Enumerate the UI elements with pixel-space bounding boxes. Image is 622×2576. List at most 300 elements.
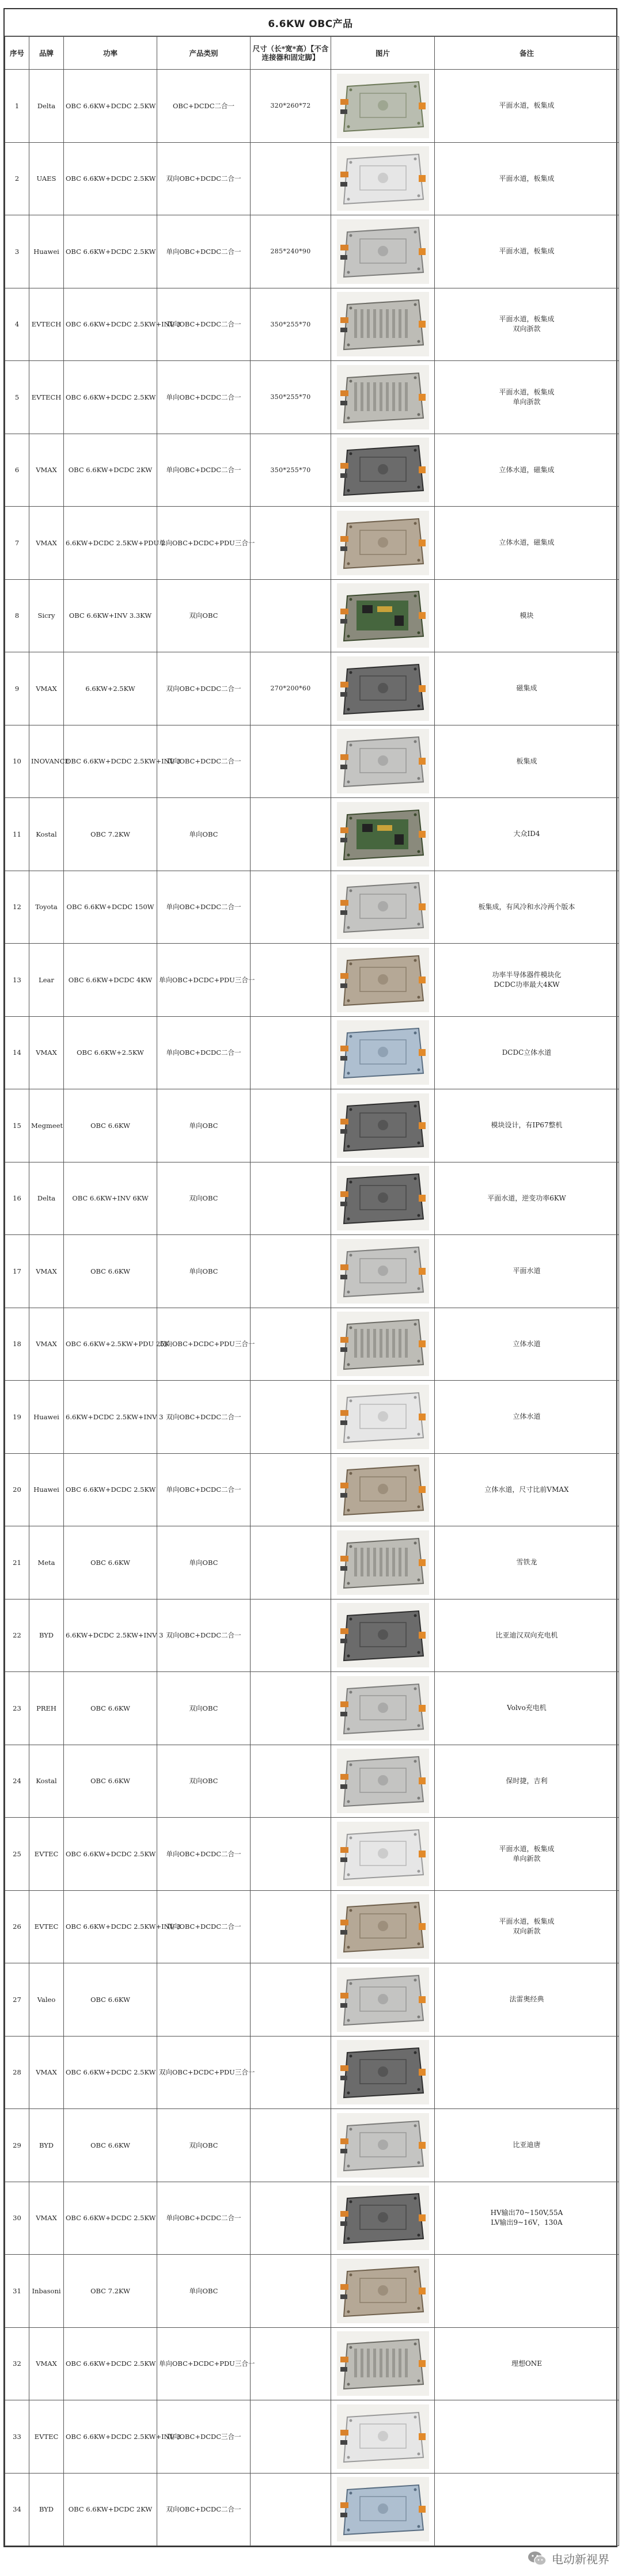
note-line: 立体水道: [513, 1412, 541, 1421]
cell-brand: Kostal: [29, 798, 64, 871]
cell-power: OBC 6.6KW: [64, 2109, 157, 2182]
cell-image: [331, 2473, 435, 2546]
header-brand: 品牌: [29, 37, 64, 70]
header-index: 序号: [5, 37, 29, 70]
cell-image: [331, 507, 435, 580]
cell-type: 单向OBC+DCDC二合一: [157, 215, 251, 288]
cell-note: [435, 2255, 619, 2328]
cell-brand: Sicry: [29, 579, 64, 652]
cell-power: OBC 6.6KW+DCDC 2.5KW+INV 3: [64, 1890, 157, 1963]
cell-index: 5: [5, 361, 29, 434]
cell-note: [435, 1818, 619, 1891]
note-line: 立体水道: [513, 1339, 541, 1348]
watermark-text: 电动新视界: [552, 2552, 609, 2566]
cell-index: 27: [5, 1963, 29, 2037]
cell-size: 285*240*90: [251, 215, 331, 288]
cell-brand: BYD: [29, 1599, 64, 1672]
cell-size: [251, 2400, 331, 2474]
cell-power: OBC 6.6KW+INV 3.3KW: [64, 579, 157, 652]
cell-size: [251, 2327, 331, 2400]
cell-note: [435, 507, 619, 580]
cell-image: [331, 288, 435, 361]
obc-product-table: [3, 8, 617, 2547]
cell-type: 双向OBC+DCDC二合一: [157, 652, 251, 725]
cell-size: [251, 2473, 331, 2546]
cell-power: OBC 6.6KW: [64, 1963, 157, 2037]
cell-power: OBC 6.6KW: [64, 1235, 157, 1308]
table-row: [5, 2036, 619, 2109]
cell-note: [435, 579, 619, 652]
product-photo: [337, 656, 429, 721]
cell-index: 24: [5, 1745, 29, 1818]
cell-image: [331, 944, 435, 1017]
cell-power: OBC 6.6KW+DCDC 2KW: [64, 434, 157, 507]
cell-index: 25: [5, 1818, 29, 1891]
product-photo: [337, 1530, 429, 1595]
table-row: [5, 1890, 619, 1963]
product-photo: [337, 2404, 429, 2469]
cell-type: 双向OBC+DCDC+PDU三合一: [157, 1308, 251, 1381]
product-photo: [337, 219, 429, 284]
table-row: [5, 1016, 619, 1089]
cell-image: [331, 1235, 435, 1308]
cell-type: OBC+DCDC二合一: [157, 70, 251, 143]
cell-size: [251, 507, 331, 580]
cell-power: OBC 6.6KW+DCDC 2.5KW: [64, 215, 157, 288]
cell-type: 单向OBC+DCDC二合一: [157, 871, 251, 944]
cell-power: OBC 6.6KW+DCDC 2.5KW: [64, 2327, 157, 2400]
cell-size: [251, 944, 331, 1017]
cell-index: 12: [5, 871, 29, 944]
table-row: [5, 579, 619, 652]
cell-index: 21: [5, 1526, 29, 1599]
cell-image: [331, 2109, 435, 2182]
cell-note: [435, 871, 619, 944]
product-photo: [337, 2331, 429, 2396]
cell-size: [251, 1526, 331, 1599]
cell-image: [331, 2036, 435, 2109]
cell-type: 单向OBC+DCDC二合一: [157, 361, 251, 434]
cell-image: [331, 798, 435, 871]
cell-type: 双向OBC+DCDC二合一: [157, 1599, 251, 1672]
cell-type: 单向OBC+DCDC二合一: [157, 2182, 251, 2255]
table-row: [5, 1672, 619, 1745]
note-line: 平面水道，板集成: [499, 101, 555, 110]
cell-power: OBC 6.6KW+INV 6KW: [64, 1162, 157, 1235]
cell-index: 23: [5, 1672, 29, 1745]
note-line: 平面水道，板集成: [499, 315, 555, 324]
note-line: 单向新款: [513, 1854, 541, 1863]
cell-note: [435, 798, 619, 871]
cell-note: [435, 2036, 619, 2109]
note-line: HV输出70~150V,55A: [490, 2209, 563, 2217]
cell-brand: Huawei: [29, 1453, 64, 1526]
note-line: 雪铁龙: [516, 1558, 537, 1567]
table-row: [5, 2109, 619, 2182]
cell-brand: VMAX: [29, 2036, 64, 2109]
product-photo: [337, 1676, 429, 1741]
cell-note: [435, 725, 619, 798]
product-photo: [337, 1603, 429, 1667]
cell-power: OBC 6.6KW+2.5KW+PDU 25K: [64, 1308, 157, 1381]
table-row: [5, 871, 619, 944]
cell-type: 单向OBC+DCDC二合一: [157, 1453, 251, 1526]
cell-type: 单向OBC+DCDC+PDU三合一: [157, 944, 251, 1017]
cell-image: [331, 142, 435, 215]
note-line: 板集成: [516, 757, 537, 765]
note-line: LV输出9~16V，130A: [491, 2218, 563, 2227]
table-row: [5, 1381, 619, 1454]
cell-power: OBC 6.6KW: [64, 1745, 157, 1818]
table-row: [5, 288, 619, 361]
cell-image: [331, 579, 435, 652]
cell-note: [435, 215, 619, 288]
cell-power: OBC 7.2KW: [64, 798, 157, 871]
table-row: [5, 1235, 619, 1308]
table-row: [5, 944, 619, 1017]
cell-note: [435, 2400, 619, 2474]
watermark: [528, 2550, 609, 2567]
cell-brand: Lear: [29, 944, 64, 1017]
cell-image: [331, 1308, 435, 1381]
cell-size: 350*255*70: [251, 361, 331, 434]
cell-note: [435, 1963, 619, 2037]
cell-image: [331, 215, 435, 288]
cell-brand: Delta: [29, 1162, 64, 1235]
table-row: [5, 361, 619, 434]
table-row: [5, 1599, 619, 1672]
cell-index: 18: [5, 1308, 29, 1381]
cell-brand: VMAX: [29, 434, 64, 507]
cell-power: OBC 6.6KW+2.5KW: [64, 1016, 157, 1089]
note-line: 平面水道，逆变功率6KW: [487, 1194, 566, 1202]
note-line: DCDC立体水道: [502, 1048, 552, 1057]
header-type: 产品类别: [157, 37, 251, 70]
cell-index: 1: [5, 70, 29, 143]
cell-brand: VMAX: [29, 2182, 64, 2255]
note-line: Volvo充电机: [507, 1704, 547, 1712]
product-photo: [337, 729, 429, 793]
product-grid: [5, 36, 619, 2546]
cell-size: [251, 2182, 331, 2255]
cell-image: [331, 1890, 435, 1963]
cell-brand: Meta: [29, 1526, 64, 1599]
cell-image: [331, 1599, 435, 1672]
cell-index: 22: [5, 1599, 29, 1672]
cell-brand: Megmeet: [29, 1089, 64, 1162]
cell-note: [435, 2327, 619, 2400]
note-line: 模块: [519, 611, 534, 620]
cell-power: OBC 6.6KW+DCDC 2KW: [64, 2473, 157, 2546]
cell-size: 350*255*70: [251, 434, 331, 507]
header-note: 备注: [435, 37, 619, 70]
cell-size: [251, 1599, 331, 1672]
table-row: [5, 1818, 619, 1891]
note-line: 板集成，有风冷和水冷两个版本: [478, 902, 575, 911]
cell-brand: BYD: [29, 2109, 64, 2182]
cell-size: [251, 725, 331, 798]
cell-index: 14: [5, 1016, 29, 1089]
cell-index: 13: [5, 944, 29, 1017]
note-line: 立体水道，尺寸比前VMAX: [484, 1485, 569, 1494]
product-photo: [337, 365, 429, 430]
cell-size: 320*260*72: [251, 70, 331, 143]
cell-index: 10: [5, 725, 29, 798]
cell-brand: VMAX: [29, 652, 64, 725]
table-row: [5, 652, 619, 725]
cell-type: 双向OBC+DCDC二合一: [157, 142, 251, 215]
product-photo: [337, 1166, 429, 1230]
cell-brand: Delta: [29, 70, 64, 143]
cell-brand: VMAX: [29, 1308, 64, 1381]
cell-type: 单向OBC: [157, 1089, 251, 1162]
note-line: 双向浙款: [513, 325, 541, 333]
cell-index: 2: [5, 142, 29, 215]
product-photo: [337, 511, 429, 575]
cell-note: [435, 1016, 619, 1089]
cell-index: 34: [5, 2473, 29, 2546]
product-photo: [337, 1020, 429, 1085]
cell-brand: VMAX: [29, 1235, 64, 1308]
product-photo: [337, 875, 429, 939]
cell-power: OBC 6.6KW: [64, 1089, 157, 1162]
cell-image: [331, 725, 435, 798]
product-photo: [337, 802, 429, 867]
cell-image: [331, 1745, 435, 1818]
table-row: [5, 2255, 619, 2328]
cell-size: [251, 2255, 331, 2328]
cell-index: 19: [5, 1381, 29, 1454]
cell-brand: EVTEC: [29, 1818, 64, 1891]
product-photo: [337, 1457, 429, 1522]
cell-brand: PREH: [29, 1672, 64, 1745]
note-line: 立体水道，磁集成: [499, 465, 555, 474]
cell-brand: VMAX: [29, 2327, 64, 2400]
cell-power: OBC 6.6KW: [64, 1526, 157, 1599]
header-power: 功率: [64, 37, 157, 70]
cell-type: 双向OBC+DCDC二合一: [157, 725, 251, 798]
cell-note: [435, 1745, 619, 1818]
cell-index: 28: [5, 2036, 29, 2109]
cell-brand: UAES: [29, 142, 64, 215]
cell-image: [331, 2182, 435, 2255]
cell-size: [251, 1453, 331, 1526]
cell-type: 双向OBC+DCDC三合一: [157, 2400, 251, 2474]
cell-size: [251, 2109, 331, 2182]
note-line: 双向新款: [513, 1927, 541, 1936]
cell-size: [251, 798, 331, 871]
cell-image: [331, 652, 435, 725]
cell-power: OBC 6.6KW+DCDC 2.5KW+INV 3: [64, 725, 157, 798]
cell-power: OBC 6.6KW+DCDC 2.5KW: [64, 1818, 157, 1891]
product-photo: [337, 146, 429, 211]
cell-note: [435, 1526, 619, 1599]
note-line: 大众ID4: [513, 830, 540, 838]
note-line: 保时捷，吉利: [506, 1776, 548, 1785]
cell-note: [435, 1599, 619, 1672]
cell-note: [435, 1162, 619, 1235]
cell-note: [435, 1308, 619, 1381]
cell-image: [331, 434, 435, 507]
cell-image: [331, 361, 435, 434]
cell-size: [251, 1235, 331, 1308]
table-row: [5, 2327, 619, 2400]
note-line: 比亚迪汉双向充电机: [495, 1631, 558, 1639]
note-line: 比亚迪唐: [513, 2141, 541, 2149]
cell-size: [251, 1890, 331, 1963]
note-line: 磁集成: [516, 684, 537, 693]
note-line: 平面水道，板集成: [499, 387, 555, 396]
table-row: [5, 1089, 619, 1162]
cell-image: [331, 1818, 435, 1891]
cell-type: 双向OBC+DCDC二合一: [157, 288, 251, 361]
cell-power: 6.6KW+DCDC 2.5KW+INV 3: [64, 1599, 157, 1672]
cell-index: 6: [5, 434, 29, 507]
product-photo: [337, 74, 429, 138]
cell-note: [435, 2473, 619, 2546]
cell-image: [331, 1089, 435, 1162]
product-photo: [337, 1312, 429, 1376]
cell-type: 单向OBC: [157, 1235, 251, 1308]
cell-index: 33: [5, 2400, 29, 2474]
cell-brand: VMAX: [29, 507, 64, 580]
table-row: [5, 507, 619, 580]
cell-type: 双向OBC: [157, 579, 251, 652]
note-line: 单向浙款: [513, 397, 541, 406]
cell-note: [435, 2109, 619, 2182]
cell-power: OBC 6.6KW+DCDC 2.5KW: [64, 2182, 157, 2255]
cell-index: 16: [5, 1162, 29, 1235]
cell-index: 11: [5, 798, 29, 871]
product-photo: [337, 1894, 429, 1959]
note-line: 理想ONE: [511, 2359, 543, 2368]
table-row: [5, 798, 619, 871]
note-line: 法雷奥经典: [509, 1995, 544, 2004]
cell-type: 双向OBC: [157, 1745, 251, 1818]
cell-size: [251, 1089, 331, 1162]
cell-power: OBC 6.6KW+DCDC 2.5KW: [64, 2036, 157, 2109]
note-line: 功率半导体器件模块化: [492, 970, 562, 979]
cell-type: 双向OBC: [157, 1162, 251, 1235]
cell-type: 双向OBC+DCDC二合一: [157, 1381, 251, 1454]
cell-type: 双向OBC+DCDC二合一: [157, 1890, 251, 1963]
cell-type: 单向OBC: [157, 798, 251, 871]
cell-note: [435, 1672, 619, 1745]
cell-brand: INOVANCE: [29, 725, 64, 798]
note-line: 平面水道，板集成: [499, 247, 555, 256]
cell-image: [331, 871, 435, 944]
cell-power: 6.6KW+DCDC 2.5KW+PDU 2: [64, 507, 157, 580]
header-image: 图片: [331, 37, 435, 70]
cell-image: [331, 1162, 435, 1235]
table-row: [5, 1526, 619, 1599]
cell-index: 7: [5, 507, 29, 580]
cell-size: [251, 1162, 331, 1235]
product-photo: [337, 1239, 429, 1304]
cell-power: OBC 7.2KW: [64, 2255, 157, 2328]
cell-brand: Valeo: [29, 1963, 64, 2037]
cell-size: [251, 1016, 331, 1089]
product-photo: [337, 438, 429, 502]
product-photo: [337, 2113, 429, 2178]
cell-type: 双向OBC: [157, 2109, 251, 2182]
cell-power: OBC 6.6KW+DCDC 150W: [64, 871, 157, 944]
cell-size: [251, 1963, 331, 2037]
cell-brand: EVTECH: [29, 288, 64, 361]
cell-index: 32: [5, 2327, 29, 2400]
table-row: [5, 215, 619, 288]
cell-image: [331, 2400, 435, 2474]
cell-size: [251, 2036, 331, 2109]
cell-power: OBC 6.6KW+DCDC 2.5KW: [64, 142, 157, 215]
cell-brand: Huawei: [29, 1381, 64, 1454]
cell-size: [251, 1818, 331, 1891]
cell-size: 270*200*60: [251, 652, 331, 725]
cell-image: [331, 1016, 435, 1089]
table-row: [5, 1453, 619, 1526]
cell-type: 双向OBC+DCDC+PDU三合一: [157, 2036, 251, 2109]
cell-type: 单向OBC+DCDC+PDU三合一: [157, 2327, 251, 2400]
cell-note: [435, 1890, 619, 1963]
cell-size: [251, 871, 331, 944]
cell-index: 3: [5, 215, 29, 288]
cell-power: OBC 6.6KW+DCDC 2.5KW+INV 3: [64, 2400, 157, 2474]
product-photo: [337, 1822, 429, 1886]
cell-size: [251, 1381, 331, 1454]
cell-note: [435, 1089, 619, 1162]
cell-size: [251, 1745, 331, 1818]
cell-image: [331, 2327, 435, 2400]
cell-note: [435, 434, 619, 507]
table-row: [5, 725, 619, 798]
note-line: DCDC功率最大4KW: [494, 980, 560, 989]
product-photo: [337, 1093, 429, 1158]
cell-type: [157, 1963, 251, 2037]
cell-note: [435, 2182, 619, 2255]
cell-type: 双向OBC: [157, 1672, 251, 1745]
note-line: 立体水道，磁集成: [499, 538, 555, 547]
cell-brand: Huawei: [29, 215, 64, 288]
cell-power: 6.6KW+DCDC 2.5KW+INV 3: [64, 1381, 157, 1454]
cell-power: OBC 6.6KW+DCDC 4KW: [64, 944, 157, 1017]
note-line: 平面水道: [513, 1267, 541, 1275]
product-photo: [337, 2477, 429, 2541]
note-line: 平面水道，板集成: [499, 1844, 555, 1853]
cell-size: [251, 1672, 331, 1745]
header-size: 尺寸（长*宽*高）【不含连接器和固定脚】: [251, 37, 331, 70]
cell-power: OBC 6.6KW+DCDC 2.5KW: [64, 361, 157, 434]
table-row: [5, 70, 619, 143]
cell-index: 4: [5, 288, 29, 361]
cell-note: [435, 142, 619, 215]
cell-image: [331, 1963, 435, 2037]
cell-note: [435, 288, 619, 361]
product-photo: [337, 2040, 429, 2104]
cell-brand: EVTEC: [29, 2400, 64, 2474]
product-photo: [337, 2186, 429, 2250]
cell-index: 31: [5, 2255, 29, 2328]
table-row: [5, 1308, 619, 1381]
cell-size: [251, 1308, 331, 1381]
cell-brand: Toyota: [29, 871, 64, 944]
cell-image: [331, 1453, 435, 1526]
header-row: [5, 37, 619, 70]
cell-image: [331, 1672, 435, 1745]
table-row: [5, 1162, 619, 1235]
cell-note: [435, 361, 619, 434]
cell-image: [331, 2255, 435, 2328]
cell-type: 单向OBC: [157, 2255, 251, 2328]
